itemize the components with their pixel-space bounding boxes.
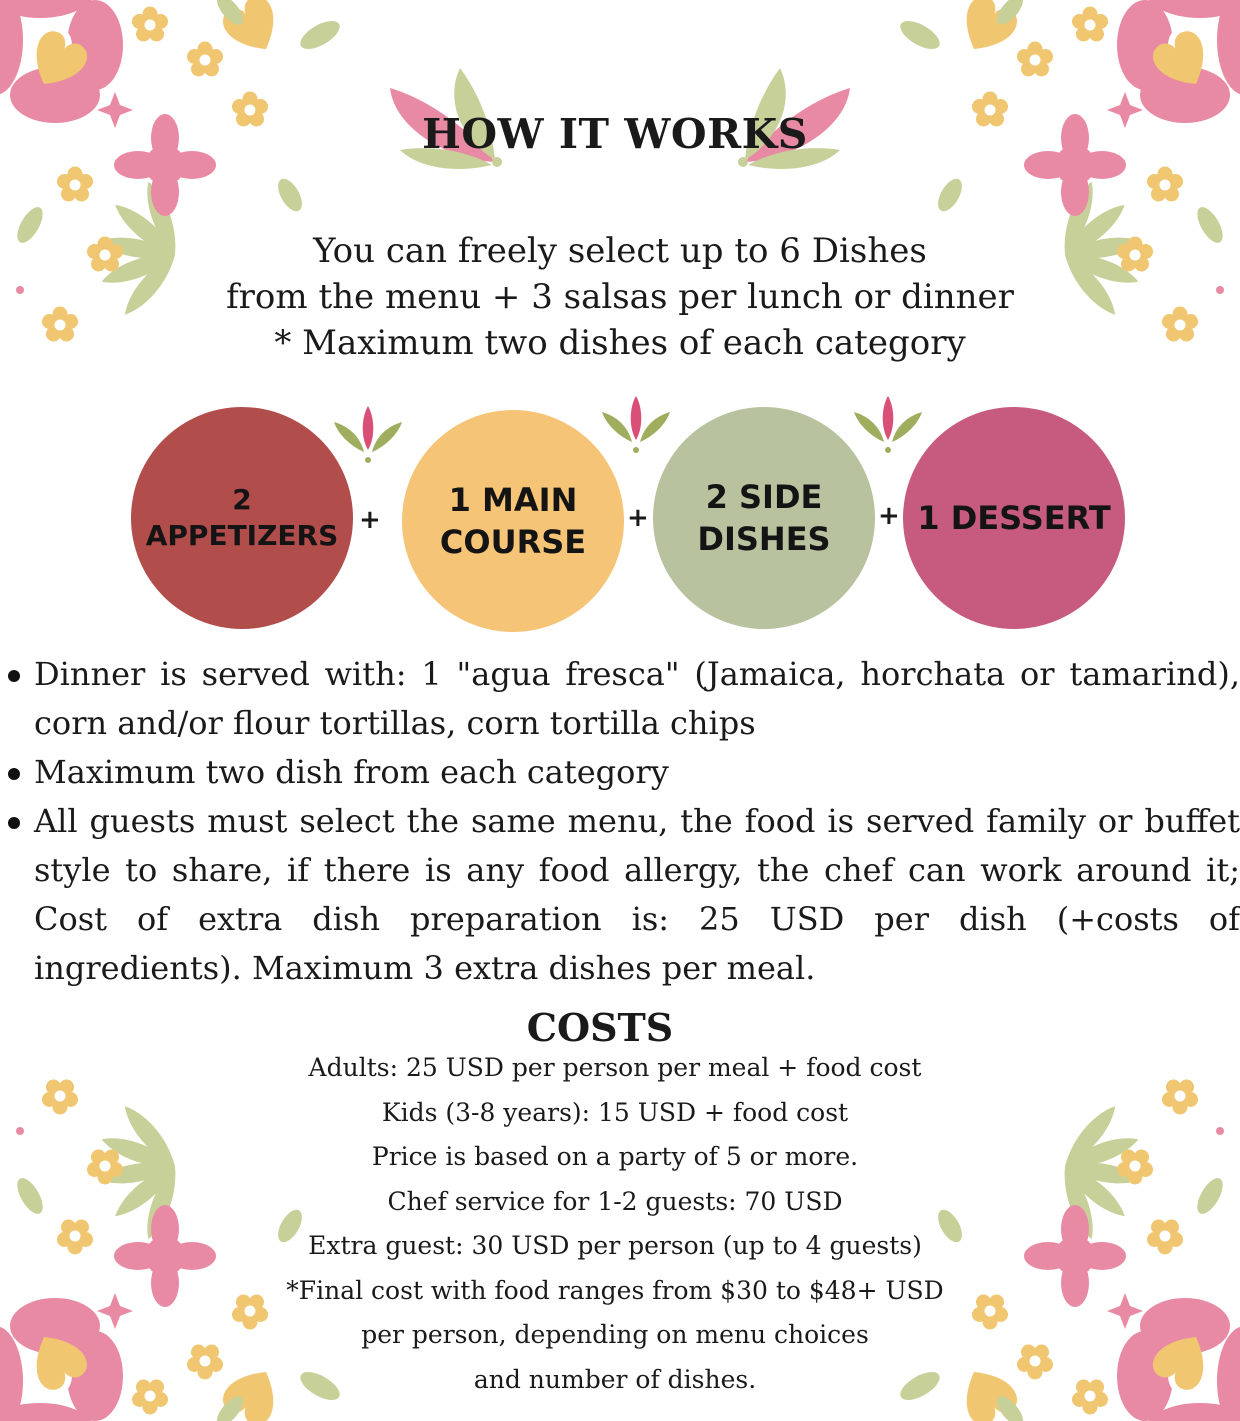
list-item: [8, 797, 1240, 993]
note-text: All guests must select the same menu, the food is served family or buffet style to share, if there is any food allergy, the chef can work around it; Cost of extra dish preparation is: 25 USD per dish (+costs of ingredients). Maximum 3 extra dishes per meal.: [34, 802, 1240, 987]
bullet-icon: [8, 768, 20, 780]
costs-list: [280, 1046, 950, 1402]
intro-text: [180, 228, 1060, 366]
cost-line: Chef service for 1-2 guests: 70 USD: [387, 1186, 843, 1216]
intro-line: You can freely select up to 6 Dishes: [313, 231, 927, 271]
course-count: 1 DESSERT: [917, 499, 1111, 537]
course-count: 2 SIDE: [705, 478, 823, 516]
bullet-icon: [8, 670, 20, 682]
cost-line: Extra guest: 30 USD per person (up to 4 guests): [308, 1231, 922, 1260]
course-dessert: [903, 407, 1125, 629]
notes-list: [8, 650, 1240, 993]
list-item: [8, 650, 1240, 748]
plus-sign: +: [878, 501, 900, 531]
plus-sign: +: [359, 505, 381, 535]
sprig-1: [334, 406, 402, 463]
page-title: HOW IT WORKS: [422, 110, 808, 158]
course-label: APPETIZERS: [145, 519, 339, 552]
cost-line: Price is based on a party of 5 or more.: [371, 1142, 859, 1171]
note-text: Maximum two dish from each category: [34, 753, 669, 791]
cost-line: Kids (3-8 years): 15 USD + food cost: [381, 1097, 849, 1127]
course-appetizers: [131, 407, 353, 629]
intro-line: from the menu + 3 salsas per lunch or dinner: [226, 277, 1014, 317]
course-count: 1 MAIN: [448, 481, 578, 519]
course-count: 2: [232, 483, 252, 516]
plus-sign: +: [627, 503, 649, 533]
intro-line: * Maximum two dishes of each category: [274, 323, 966, 363]
cost-line: Adults: 25 USD per person per meal + food cost: [308, 1053, 922, 1082]
bullet-icon: [8, 817, 20, 829]
costs-heading: COSTS: [526, 1005, 674, 1050]
cost-line: *Final cost with food ranges from $30 to $48+ USD: [286, 1275, 944, 1305]
sprig-3: [854, 396, 922, 453]
course-label: DISHES: [697, 520, 831, 558]
course-main: [402, 410, 624, 632]
course-label: COURSE: [439, 523, 587, 561]
cost-line: per person, depending on menu choices: [361, 1320, 869, 1349]
list-item: [8, 748, 1240, 797]
note-text: Dinner is served with: 1 "agua fresca" (Jamaica, horchata or tamarind), corn and/or flour tortillas, corn tortilla chips: [34, 655, 1240, 742]
sprig-2: [602, 396, 670, 453]
cost-line: and number of dishes.: [473, 1364, 757, 1394]
course-sides: [653, 407, 875, 629]
